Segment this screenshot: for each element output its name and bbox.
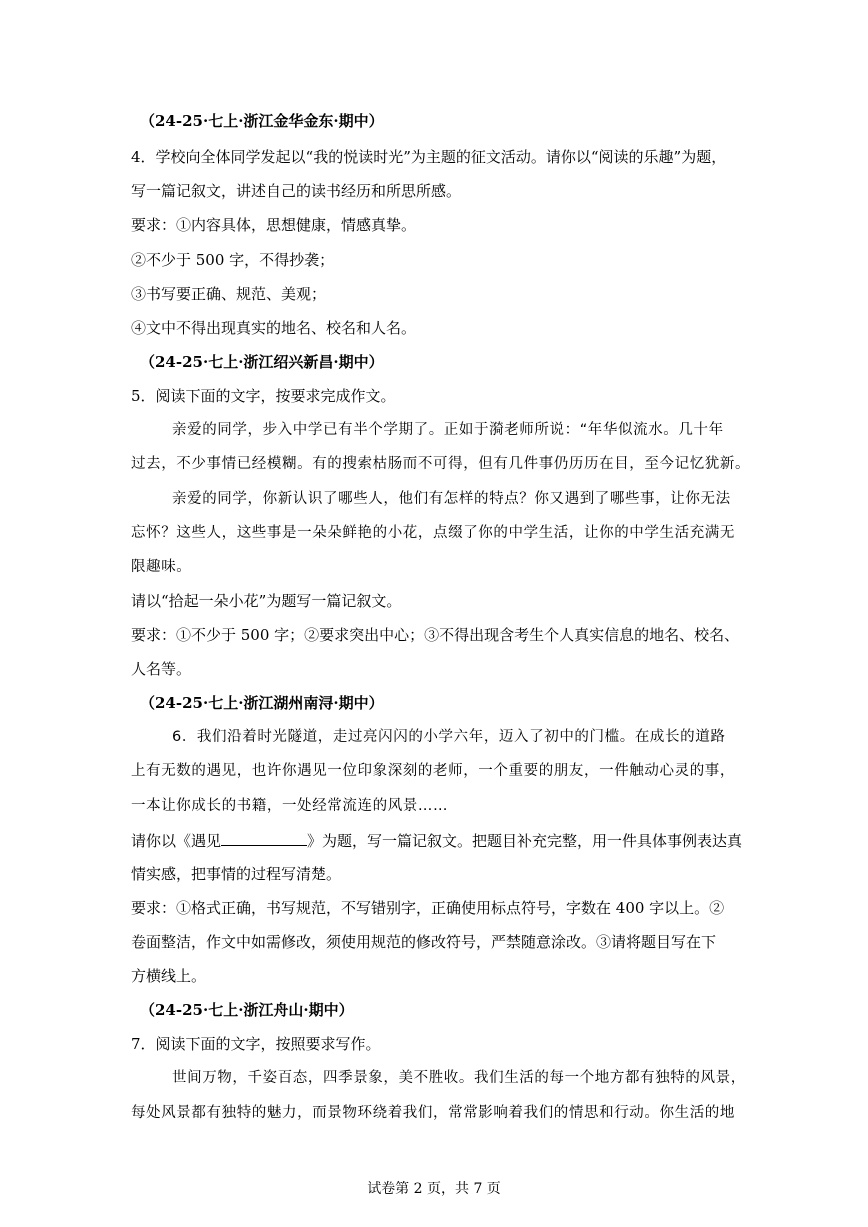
question-line: ③书写要正确、规范、美观；: [131, 285, 327, 303]
question-line: ④文中不得出现真实的地名、校名和人名。: [131, 319, 417, 337]
question-line: 人名等。: [131, 660, 192, 678]
question-line: [131, 830, 751, 850]
passage-line: 过去，不少事情已经模糊。有的搜索枯肠而不可得，但有几件事仍历历在目，至今记忆犹新。: [131, 456, 751, 472]
passage-line: 世间万物，千姿百态，四季景象，美不胜收。我们生活的每一个地方都有独特的风景，: [172, 1070, 746, 1086]
passage-line: 每处风景都有独特的魅力，而景物环绕着我们，常常影响着我们的情思和行动。你生活的地: [131, 1105, 735, 1121]
question-line: 7．阅读下面的文字，按照要求写作。: [131, 1035, 381, 1053]
question-line: 要求：①不少于 500 字；②要求突出中心；③不得出现含考生个人真实信息的地名、校名、: [131, 626, 740, 644]
question-line: 写一篇记叙文，讲述自己的读书经历和所思所感。: [131, 182, 462, 200]
section-heading: （24-25·七上·浙江绍兴新昌·期中）: [140, 353, 384, 371]
question-line: 请以“拾起一朵小花”为题写一篇记叙文。: [131, 592, 402, 610]
section-heading: （24-25·七上·浙江舟山·期中）: [140, 1001, 354, 1019]
page-footer: 试卷第 2 页，共 7 页: [367, 1181, 501, 1197]
question-line: 要求：①格式正确，书写规范，不写错别字，正确使用标点符号，字数在 400 字以上。②: [131, 899, 725, 917]
passage-line: 亲爱的同学，你新认识了哪些人，他们有怎样的特点？你又遇到了哪些事，让你无法: [172, 491, 731, 507]
question-line: 5．阅读下面的文字，按要求完成作文。: [131, 387, 396, 405]
title-blank: [221, 830, 307, 846]
question-line: 卷面整洁，作文中如需修改，须使用规范的修改符号，严禁随意涂改。③请将题目写在下: [131, 933, 717, 951]
question-line: 4．学校向全体同学发起以“我的悦读时光”为主题的征文活动。请你以“阅读的乐趣”为题，: [131, 148, 727, 166]
section-heading: （24-25·七上·浙江湖州南浔·期中）: [140, 694, 384, 712]
passage-line: 忘怀？这些人，这些事是一朵朵鲜艳的小花，点缀了你的中学生活，让你的中学生活充满无: [131, 525, 735, 541]
question-line: 情实感，把事情的过程写清楚。: [131, 865, 342, 883]
question-line: 方横线上。: [131, 967, 207, 985]
passage-line: 亲爱的同学，步入中学已有半个学期了。正如于漪老师所说：“年华似流水。几十年: [172, 422, 724, 438]
title-prompt-start: 请你以《遇见: [131, 832, 222, 850]
question-line: ②不少于 500 字，不得抄袭；: [131, 251, 335, 269]
passage-line: 限趣味。: [131, 559, 192, 575]
title-prompt-end: 》为题，写一篇记叙文。把题目补充完整，用一件具体事例表达真: [307, 832, 743, 850]
passage-line: 一本让你成长的书籍，一处经常流连的风景……: [131, 798, 449, 814]
passage-line: 上有无数的遇见，也许你遇见一位印象深刻的老师，一个重要的朋友，一件触动心灵的事，: [131, 763, 735, 779]
section-heading: （24-25·七上·浙江金华金东·期中）: [140, 112, 384, 130]
passage-line: 6．我们沿着时光隧道，走过亮闪闪的小学六年，迈入了初中的门槛。在成长的道路: [172, 729, 726, 745]
question-line: 要求：①内容具体，思想健康，情感真挚。: [131, 216, 417, 234]
